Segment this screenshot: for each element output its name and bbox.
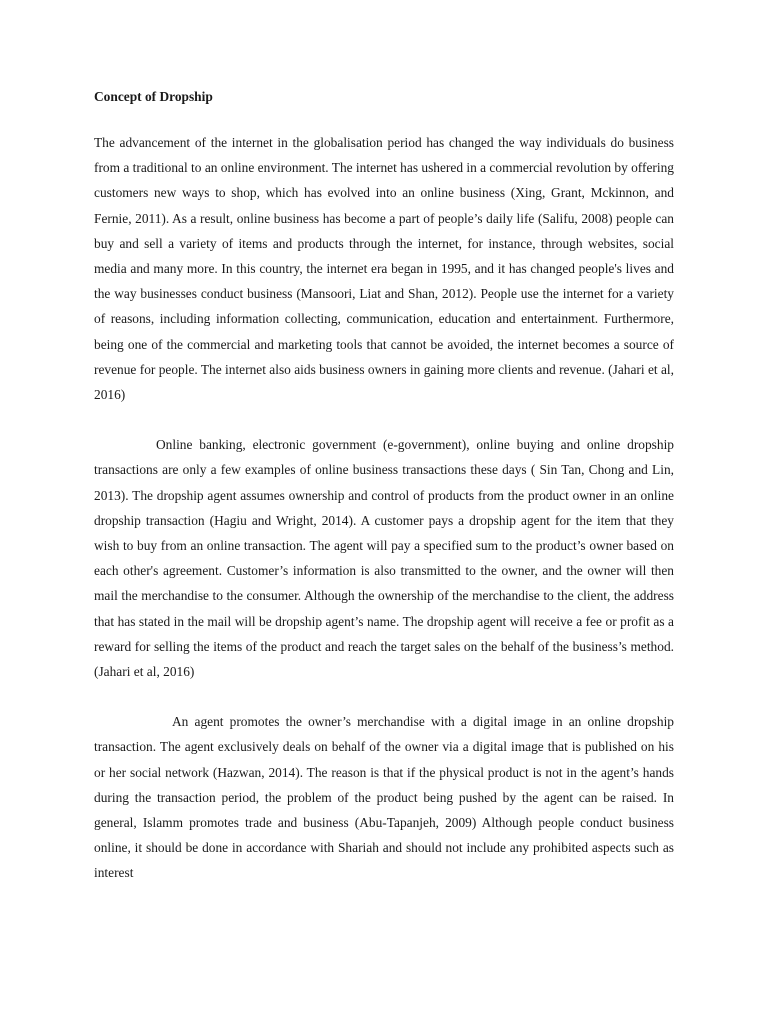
paragraph-internet-advancement: The advancement of the internet in the globalisation period has changed the way individuals do business from a traditional to an online environment. The internet has ushered in a commercial revolution by offering customers new ways to shop, which has evolved into an online business (Xing, Grant, Mckinnon, and Fernie, 2011). As a result, online business has become a part of people’s daily life (Salifu, 2008) people can buy and sell a variety of items and products through the internet, for instance, through websites, social media and many more. In this country, the internet era began in 1995, and it has changed people's lives and the way businesses conduct business (Mansoori, Liat and Shan, 2012). People use the internet for a variety of reasons, including information collecting, communication, education and entertainment. Furthermore, being one of the commercial and marketing tools that cannot be avoided, the internet becomes a source of revenue for people. The internet also aids business owners in gaining more clients and revenue. (Jahari et al, 2016) (94, 135, 674, 403)
paragraph-agent-promotion: An agent promotes the owner’s merchandise with a digital image in an online dropship transaction. The agent exclusively deals on behalf of the owner via a digital image that is published on his or her social network (Hazwan, 2014). The reason is that if the physical product is not in the agent’s hands during the transaction period, the problem of the product being pushed by the agent can be raised. In general, Islamm promotes trade and business (Abu-Tapanjeh, 2009) Although people conduct business online, it should be done in accordance with Shariah and should not include any prohibited aspects such as interest (94, 714, 674, 881)
document-body (94, 87, 674, 886)
section-heading: Concept of Dropship (94, 89, 213, 104)
paragraph-dropship-transactions: Online banking, electronic government (e-government), online buying and online dropship transactions are only a few examples of online business transactions these days ( Sin Tan, Chong and Lin, 2013). The dropship agent assumes ownership and control of products from the product owner in an online dropship transaction (Hagiu and Wright, 2014). A customer pays a dropship agent for the item that they wish to buy from an online transaction. The agent will pay a specified sum to the product’s owner based on each other's agreement. Customer’s information is also transmitted to the owner, and the owner will then mail the merchandise to the consumer. Although the ownership of the merchandise to the client, the address that has stated in the mail will be dropship agent’s name. The dropship agent will receive a fee or profit as a reward for selling the items of the product and reach the target sales on the behalf of the business’s method. (Jahari et al, 2016) (94, 437, 674, 680)
